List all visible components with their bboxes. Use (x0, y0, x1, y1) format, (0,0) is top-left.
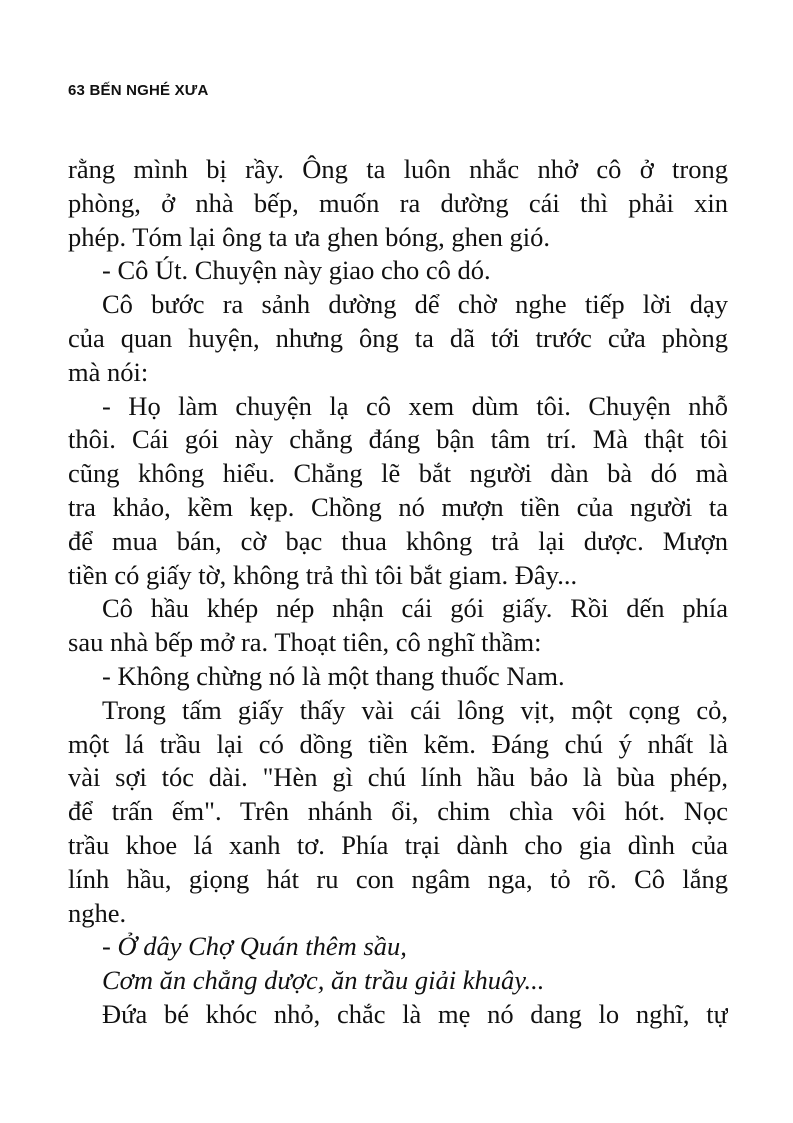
text-line: vài sợi tóc dài. "Hèn gì chú lính hầu bảo là bùa phép, (68, 762, 728, 793)
text-line: của quan huyện, nhưng ông ta dã tới trước cửa phòng (68, 322, 728, 353)
text-line: một lá trầu lại có dồng tiền kẽm. Đáng chú ý nhất là (68, 728, 728, 759)
text-line: cũng không hiểu. Chẳng lẽ bắt người dàn bà dó mà (68, 458, 728, 489)
text-line: mà nói: (68, 356, 149, 387)
text-line: thôi. Cái gói này chẳng đáng bận tâm trí. Mà thật tôi (68, 424, 728, 455)
running-head: 63 BẾN NGHÉ XƯA (68, 82, 209, 99)
text-line: tra khảo, kềm kẹp. Chồng nó mượn tiền của người ta (68, 491, 728, 522)
text-line: - Không chừng nó là một thang thuốc Nam. (102, 660, 565, 691)
text-line: sau nhà bếp mở ra. Thoạt tiên, cô nghĩ thầm: (68, 627, 542, 658)
text-line: - Cô Út. Chuyện này giao cho cô dó. (102, 255, 491, 286)
text-line: tiền có giấy tờ, không trả thì tôi bắt giam. Đây... (68, 559, 578, 590)
text-line: lính hầu, giọng hát ru con ngâm nga, tỏ rõ. Cô lắng (68, 863, 728, 894)
text-line: Cơm ăn chẳng dược, ăn trầu giải khuây... (102, 965, 545, 996)
text-line: - Họ làm chuyện lạ cô xem dùm tôi. Chuyện nhỗ (102, 390, 728, 421)
text-line: để mua bán, cờ bạc thua không trả lại dược. Mượn (68, 525, 728, 556)
text-line: phép. Tóm lại ông ta ưa ghen bóng, ghen gió. (68, 221, 550, 252)
text-line: Đứa bé khóc nhỏ, chắc là mẹ nó dang lo nghĩ, tự (102, 998, 728, 1029)
text-line: phòng, ở nhà bếp, muốn ra dường cái thì phải xin (68, 187, 728, 218)
text-line: trầu khoe lá xanh tơ. Phía trại dành cho gia dình của (68, 829, 728, 860)
text-line: rằng mình bị rầy. Ông ta luôn nhắc nhở cô ở trong (68, 154, 728, 184)
text-line: để trấn ếm". Trên nhánh ổi, chim chìa vôi hót. Nọc (68, 796, 728, 827)
text-line: Cô hầu khép nép nhận cái gói giấy. Rồi dến phía (102, 593, 728, 624)
text-line: Trong tấm giấy thấy vài cái lông vịt, một cọng cỏ, (102, 694, 728, 725)
text-line: nghe. (68, 897, 127, 928)
text-line: - Ở dây Chợ Quán thêm sầu, (102, 931, 407, 962)
text-line: Cô bước ra sảnh dường dể chờ nghe tiếp lời dạy (102, 289, 728, 320)
body-text (68, 153, 728, 1032)
